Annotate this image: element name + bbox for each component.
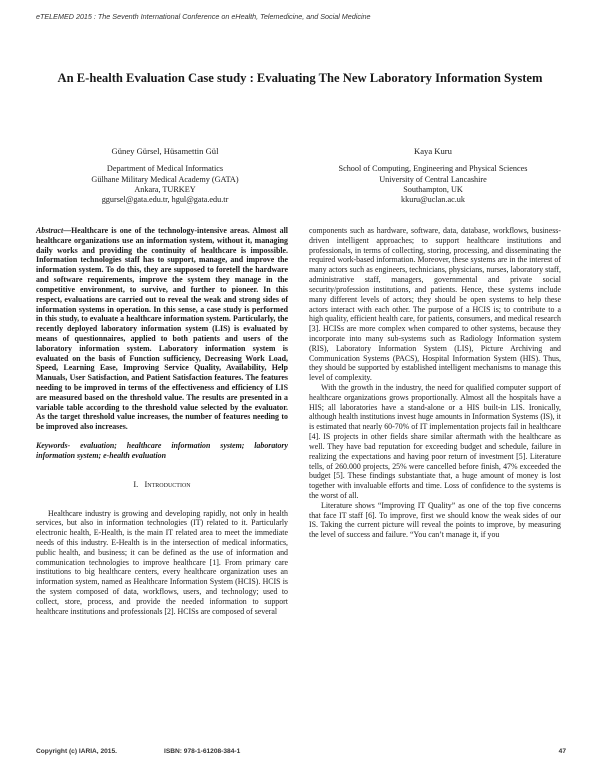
author-department: School of Computing, Engineering and Physical Sciences	[338, 164, 528, 174]
author-department: Department of Medical Informatics	[106, 164, 224, 174]
abstract-label: Abstract	[36, 226, 64, 235]
author-block-right	[308, 146, 558, 205]
author-location: Southampton, UK	[403, 184, 463, 194]
abstract	[36, 226, 288, 432]
author-email: kkuru@uclan.ac.uk	[401, 195, 465, 205]
paper-title: An E-health Evaluation Case study : Evaluating The New Laboratory Information System	[57, 71, 543, 85]
author-email: ggursel@gata.edu.tr, hgul@gata.edu.tr	[101, 195, 229, 205]
right-column	[309, 226, 561, 540]
running-header: eTELEMED 2015 : The Seventh International Conference on eHealth, Telemedicine, and Social Medicine	[36, 12, 371, 21]
section-number: I.	[133, 479, 139, 489]
left-column	[36, 226, 288, 616]
paragraph: With the growth in the industry, the need for qualified computer support of healthcare organizations grows proportionally. Almost all the hospitals have a HIS; all laboratories have a stand-alone or a HIS built-in LIS. Ironically, although health institutions invest huge amounts in Information Systems (IS), it is estimated that nearly 60-70% of IT implementation projects fail in healthcare [4]. IS projects in other fields share similar aftermath with the healthcare as well. They have bad reputation for exceeding budget and schedule, failure in realizing the expectations and having poor return of investment [5]. Literature tells, of 260.000 projects, 25% were cancelled before finish, 47% exceeded the budget [5]. These findings substantiate that, a huge amount of money is lost together with invaluable efforts and time. Loss of confidence to the systems is the worst of all.	[309, 383, 561, 500]
section-title: Introduction	[144, 479, 191, 489]
author-institution: Gülhane Military Medical Academy (GATA)	[91, 174, 239, 184]
author-block-left	[40, 146, 290, 205]
section-heading	[36, 480, 288, 490]
author-names: Kaya Kuru	[414, 146, 452, 156]
author-names: Güney Gürsel, Hüsamettin Gül	[111, 146, 219, 156]
author-location: Ankara, TURKEY	[134, 184, 196, 194]
page-number: 47	[558, 748, 566, 755]
paragraph: components such as hardware, software, data, database, workflows, business-driven intelligent approaches; to support healthcare institutions and professionals, in terms of collecting, storing, processing, and disseminating the required work-based information. Moreover, these systems are in the interest of many actors such as engineers, technicians, physicians, nurses, laboratory staff, administrative staff, managers, governmental and private social security/profession institutions, and patients. Hence, these systems include many different levels of actors; they should be open systems to help these actors interact with each other. The purpose of a HCIS is; to contribute to a high quality, efficient health care, for patients, consumers, and medical research [3]. HCISs are more complex when compared to other systems, because they incorporate into many sub-systems such as Radiology Information system (RIS), Laboratory Information System (LIS), Picture Archiving and Communication Systems (PACS), Hospital Information System (HIS). Thus, they should be supported by established intelligent mechanisms to manage this level of complexity.	[309, 226, 561, 383]
keywords: Keywords- evaluation; healthcare information system; laboratory information system; e-health evaluation	[36, 441, 288, 460]
isbn: ISBN: 978-1-61208-384-1	[164, 748, 241, 755]
paragraph: Healthcare industry is growing and developing rapidly, not only in health services, but also in information technologies (IT) related to it. Particularly electronic health, E-Health, is the main IT related area to meet the immediate needs of this industry. E-Health is in the intersection of medical informatics, public health, and business; it can be defined as the use of information and communication technologies to improve healthcare [1]. From primary care institutions to big healthcare centers, every healthcare organization uses an information system, named as Healthcare Information System (HCIS). HCIS is the system composed of data, workflows, users, and technology; used to collect, store, process, and provide the needed information to support healthcare institutions and professionals [2]. HCISs are composed of several	[36, 508, 288, 616]
paragraph: Literature shows “Improving IT Quality” as one of the top five concerns that face IT staff [6]. To improve, first we should know the weak sides of our IS. Taking the current picture will reveal the points to improve, by measuring the level of success and failure. “You can’t manage it, if you	[309, 500, 561, 540]
copyright: Copyright (c) IARIA, 2015.	[36, 748, 117, 755]
abstract-text: —Healthcare is one of the technology-intensive areas. Almost all healthcare organizations use an information system, without it, managing daily works and providing the continuity of healthcare is impossible. Information technologies staff has to support, manage, and improve the information system. To do this, they are supposed to foretell the hardware and software requirements, improve the system they manage in the competitive environment, to survive, and further to pioneer. In this respect, evaluations are carried out to reveal the weak and strong sides of information systems in operation. In this sense, a case study is performed in this study, to evaluate a healthcare information system. Particularly, the recently deployed laboratory information system (LIS) is evaluated by means of questionnaires, applied to both patients and users of the laboratory information system. Laboratory information system is evaluated on the basis of Function sufficiency, Decreasing Work Load, Speed, Learning Ease, Improving Service Quality, Availability, Help Manuals, User Satisfaction, and Patient Satisfaction features. The features needing to be improved in terms of the effectiveness and efficiency of LIS are measured based on the threshold value. The results are presented in a variable table according to the threshold value selected by the evaluator. As the target threshold value increases, the number of features needing to be improved also increases.	[36, 226, 288, 432]
author-institution: University of Central Lancashire	[379, 174, 487, 184]
